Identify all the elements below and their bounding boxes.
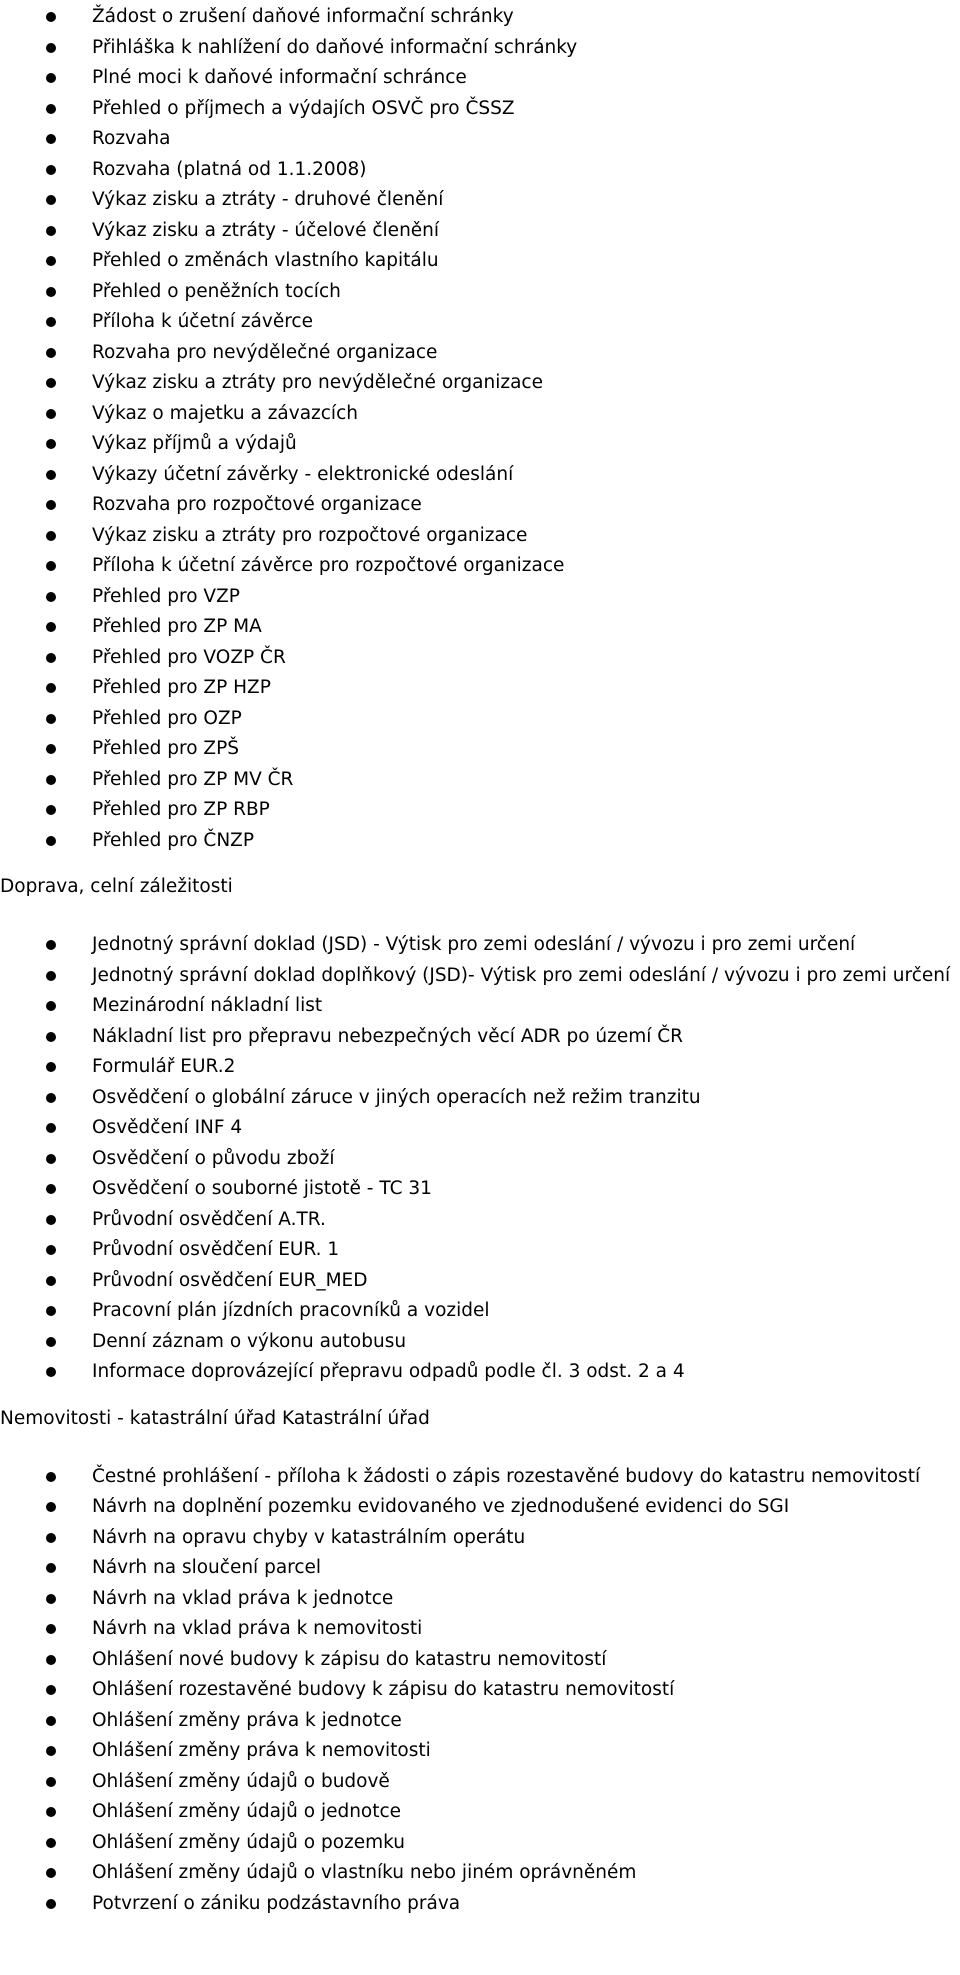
list-item-label: Jednotný správní doklad (JSD) - Výtisk pro zemi odeslání / vývozu i pro zemi určení — [92, 934, 856, 955]
list-item-label: Osvědčení o globální záruce v jiných operacích než režim tranzitu — [92, 1086, 701, 1108]
list-item-label: Pracovní plán jízdních pracovníků a vozidel — [92, 1300, 490, 1321]
bullet-icon — [46, 1093, 56, 1103]
list-item — [0, 1205, 960, 1236]
list-item — [0, 612, 960, 643]
bullet-icon — [46, 1337, 56, 1347]
list-item-label: Průvodní osvědčení EUR. 1 — [92, 1239, 340, 1260]
list-item — [0, 826, 960, 857]
list-item — [0, 307, 960, 338]
bullet-icon — [46, 1001, 56, 1011]
list-item — [0, 1889, 960, 1920]
bullet-icon — [46, 1245, 56, 1255]
bullet-icon — [46, 317, 56, 327]
list-item-label: Průvodní osvědčení EUR_MED — [92, 1269, 368, 1291]
list-item-label: Výkaz o majetku a závazcích — [92, 402, 358, 424]
list-item-label: Přehled o příjmech a výdajích OSVČ pro ČSSZ — [92, 97, 515, 119]
list-item-label: Návrh na vklad práva k jednotce — [92, 1587, 394, 1609]
list-item-label: Výkaz zisku a ztráty pro nevýdělečné organizace — [92, 372, 543, 393]
list-item — [0, 94, 960, 125]
forms-list-doprava — [0, 930, 960, 1388]
list-item — [0, 429, 960, 460]
list-item-label: Žádost o zrušení daňové informační schránky — [92, 6, 514, 27]
list-item-label: Výkaz příjmů a výdajů — [92, 433, 297, 454]
list-item-label: Plné moci k daňové informační schránce — [92, 67, 467, 88]
list-item-label: Návrh na vklad práva k nemovitosti — [92, 1618, 423, 1639]
list-item — [0, 795, 960, 826]
list-item — [0, 1492, 960, 1523]
bullet-icon — [46, 348, 56, 358]
bullet-icon — [46, 104, 56, 114]
list-item — [0, 1174, 960, 1205]
list-item-label: Ohlášení změny práva k jednotce — [92, 1709, 402, 1731]
list-item — [0, 551, 960, 582]
list-item — [0, 1327, 960, 1358]
bullet-icon — [46, 287, 56, 297]
bullet-icon — [46, 195, 56, 205]
list-item — [0, 1235, 960, 1266]
bullet-icon — [46, 378, 56, 388]
list-item — [0, 490, 960, 521]
list-item-label: Přehled pro ZP HZP — [92, 677, 271, 698]
list-item-label: Rozvaha pro nevýdělečné organizace — [92, 341, 438, 363]
list-item-label: Rozvaha — [92, 128, 171, 149]
bullet-icon — [46, 683, 56, 693]
list-item — [0, 1797, 960, 1828]
bullet-icon — [46, 622, 56, 632]
list-item-label: Ohlášení změny údajů o budově — [92, 1770, 390, 1792]
bullet-icon — [46, 1746, 56, 1756]
list-item-label: Ohlášení změny práva k nemovitosti — [92, 1740, 431, 1761]
list-item — [0, 1083, 960, 1114]
list-item — [0, 155, 960, 186]
bullet-icon — [46, 256, 56, 266]
bullet-icon — [46, 531, 56, 541]
list-item — [0, 930, 960, 961]
list-item-label: Přehled pro VZP — [92, 585, 240, 607]
bullet-icon — [46, 134, 56, 144]
bullet-icon — [46, 439, 56, 449]
list-item-label: Příloha k účetní závěrce pro rozpočtové organizace — [92, 555, 565, 576]
list-item — [0, 460, 960, 491]
list-item — [0, 1614, 960, 1645]
list-item — [0, 33, 960, 64]
bullet-icon — [46, 653, 56, 663]
bullet-icon — [46, 1594, 56, 1604]
list-item-label: Osvědčení o původu zboží — [92, 1147, 335, 1169]
list-item-label: Přehled pro ZP MA — [92, 616, 262, 637]
forms-list-nemovitosti — [0, 1462, 960, 1920]
list-item — [0, 582, 960, 613]
list-item-label: Nákladní list pro přepravu nebezpečných věcí ADR po území ČR — [92, 1025, 684, 1047]
bullet-icon — [46, 775, 56, 785]
bullet-icon — [46, 1777, 56, 1787]
list-item-label: Informace doprovázející přepravu odpadů podle čl. 3 odst. 2 a 4 — [92, 1361, 685, 1382]
list-item-label: Jednotný správní doklad doplňkový (JSD)- Výtisk pro zemi odeslání / vývozu i pro zemi určení — [92, 964, 951, 986]
list-item — [0, 1113, 960, 1144]
bullet-icon — [46, 1154, 56, 1164]
bullet-icon — [46, 1215, 56, 1225]
bullet-icon — [46, 805, 56, 815]
list-item — [0, 1828, 960, 1859]
list-item-label: Návrh na doplnění pozemku evidovaného ve zjednodušené evidenci do SGI — [92, 1496, 790, 1517]
list-item — [0, 1523, 960, 1554]
bullet-icon — [46, 1533, 56, 1543]
list-item — [0, 399, 960, 430]
list-item-label: Potvrzení o zániku podzástavního práva — [92, 1892, 461, 1914]
list-item — [0, 63, 960, 94]
bullet-icon — [46, 940, 56, 950]
list-item-label: Výkaz zisku a ztráty - účelové členění — [92, 219, 440, 241]
list-item-label: Příloha k účetní závěrce — [92, 311, 313, 332]
list-item — [0, 521, 960, 552]
list-item-label: Rozvaha pro rozpočtové organizace — [92, 494, 422, 515]
bullet-icon — [46, 836, 56, 846]
bullet-icon — [46, 1306, 56, 1316]
list-item — [0, 1584, 960, 1615]
bullet-icon — [46, 592, 56, 602]
list-item-label: Formulář EUR.2 — [92, 1056, 236, 1077]
list-item-label: Přehled pro OZP — [92, 707, 242, 729]
list-item-label: Ohlášení změny údajů o pozemku — [92, 1831, 405, 1853]
list-item-label: Přehled o změnách vlastního kapitálu — [92, 250, 439, 271]
bullet-icon — [46, 1123, 56, 1133]
bullet-icon — [46, 226, 56, 236]
bullet-icon — [46, 1716, 56, 1726]
bullet-icon — [46, 971, 56, 981]
list-item-label: Mezinárodní nákladní list — [92, 995, 323, 1016]
section-heading-doprava: Doprava, celní záležitosti — [0, 876, 233, 897]
list-item — [0, 1553, 960, 1584]
list-item-label: Výkaz zisku a ztráty - druhové členění — [92, 189, 444, 210]
bullet-icon — [46, 1184, 56, 1194]
list-item — [0, 991, 960, 1022]
list-item — [0, 1462, 960, 1493]
list-item — [0, 2, 960, 33]
list-item — [0, 734, 960, 765]
list-item — [0, 338, 960, 369]
list-item — [0, 1144, 960, 1175]
list-item-label: Čestné prohlášení - příloha k žádosti o zápis rozestavěné budovy do katastru nemovitostí — [92, 1465, 921, 1487]
list-item — [0, 961, 960, 992]
list-item — [0, 124, 960, 155]
bullet-icon — [46, 714, 56, 724]
bullet-icon — [46, 1899, 56, 1909]
list-item-label: Přehled pro ZP MV ČR — [92, 768, 294, 790]
bullet-icon — [46, 1062, 56, 1072]
list-item-label: Přehled o peněžních tocích — [92, 280, 341, 302]
list-item — [0, 1736, 960, 1767]
list-item — [0, 216, 960, 247]
bullet-icon — [46, 1563, 56, 1573]
bullet-icon — [46, 1472, 56, 1482]
bullet-icon — [46, 43, 56, 53]
bullet-icon — [46, 1032, 56, 1042]
bullet-icon — [46, 561, 56, 571]
bullet-icon — [46, 409, 56, 419]
bullet-icon — [46, 1868, 56, 1878]
list-item — [0, 704, 960, 735]
bullet-icon — [46, 1276, 56, 1286]
list-item — [0, 277, 960, 308]
list-item-label: Výkaz zisku a ztráty pro rozpočtové organizace — [92, 524, 528, 546]
list-item — [0, 1022, 960, 1053]
list-item — [0, 1296, 960, 1327]
bullet-icon — [46, 500, 56, 510]
list-item — [0, 1767, 960, 1798]
bullet-icon — [46, 165, 56, 175]
bullet-icon — [46, 1367, 56, 1377]
list-item-label: Průvodní osvědčení A.TR. — [92, 1208, 326, 1230]
list-item — [0, 1706, 960, 1737]
bullet-icon — [46, 1685, 56, 1695]
list-item — [0, 1357, 960, 1388]
list-item-label: Ohlášení rozestavěné budovy k zápisu do katastru nemovitostí — [92, 1679, 675, 1700]
bullet-icon — [46, 12, 56, 22]
list-item-label: Návrh na sloučení parcel — [92, 1557, 322, 1578]
bullet-icon — [46, 1807, 56, 1817]
list-item — [0, 185, 960, 216]
list-item-label: Ohlášení změny údajů o jednotce — [92, 1801, 402, 1822]
list-item-label: Výkazy účetní závěrky - elektronické odeslání — [92, 463, 514, 485]
list-item-label: Rozvaha (platná od 1.1.2008) — [92, 158, 367, 180]
list-item-label: Ohlášení změny údajů o vlastníku nebo jiném oprávněném — [92, 1862, 637, 1883]
bullet-icon — [46, 744, 56, 754]
list-item-label: Přehled pro VOZP ČR — [92, 646, 286, 668]
list-item-label: Návrh na opravu chyby v katastrálním operátu — [92, 1526, 526, 1548]
section-heading-nemovitosti: Nemovitosti - katastrální úřad Katastrální úřad — [0, 1407, 430, 1429]
list-item-label: Denní záznam o výkonu autobusu — [92, 1330, 407, 1352]
list-item — [0, 246, 960, 277]
list-item-label: Přihláška k nahlížení do daňové informační schránky — [92, 36, 578, 58]
list-item — [0, 368, 960, 399]
list-item — [0, 673, 960, 704]
bullet-icon — [46, 470, 56, 480]
list-item — [0, 643, 960, 674]
list-item — [0, 1858, 960, 1889]
forms-list-finance — [0, 2, 960, 856]
bullet-icon — [46, 73, 56, 83]
bullet-icon — [46, 1502, 56, 1512]
list-item-label: Přehled pro ZP RBP — [92, 799, 270, 820]
list-item — [0, 765, 960, 796]
list-item-label: Osvědčení o souborné jistotě - TC 31 — [92, 1178, 432, 1199]
list-item — [0, 1266, 960, 1297]
bullet-icon — [46, 1838, 56, 1848]
bullet-icon — [46, 1655, 56, 1665]
list-item-label: Ohlášení nové budovy k zápisu do katastru nemovitostí — [92, 1648, 607, 1670]
list-item — [0, 1052, 960, 1083]
list-item-label: Osvědčení INF 4 — [92, 1117, 243, 1138]
list-item — [0, 1675, 960, 1706]
list-item-label: Přehled pro ČNZP — [92, 829, 255, 851]
list-item-label: Přehled pro ZPŠ — [92, 738, 239, 759]
bullet-icon — [46, 1624, 56, 1634]
list-item — [0, 1645, 960, 1676]
